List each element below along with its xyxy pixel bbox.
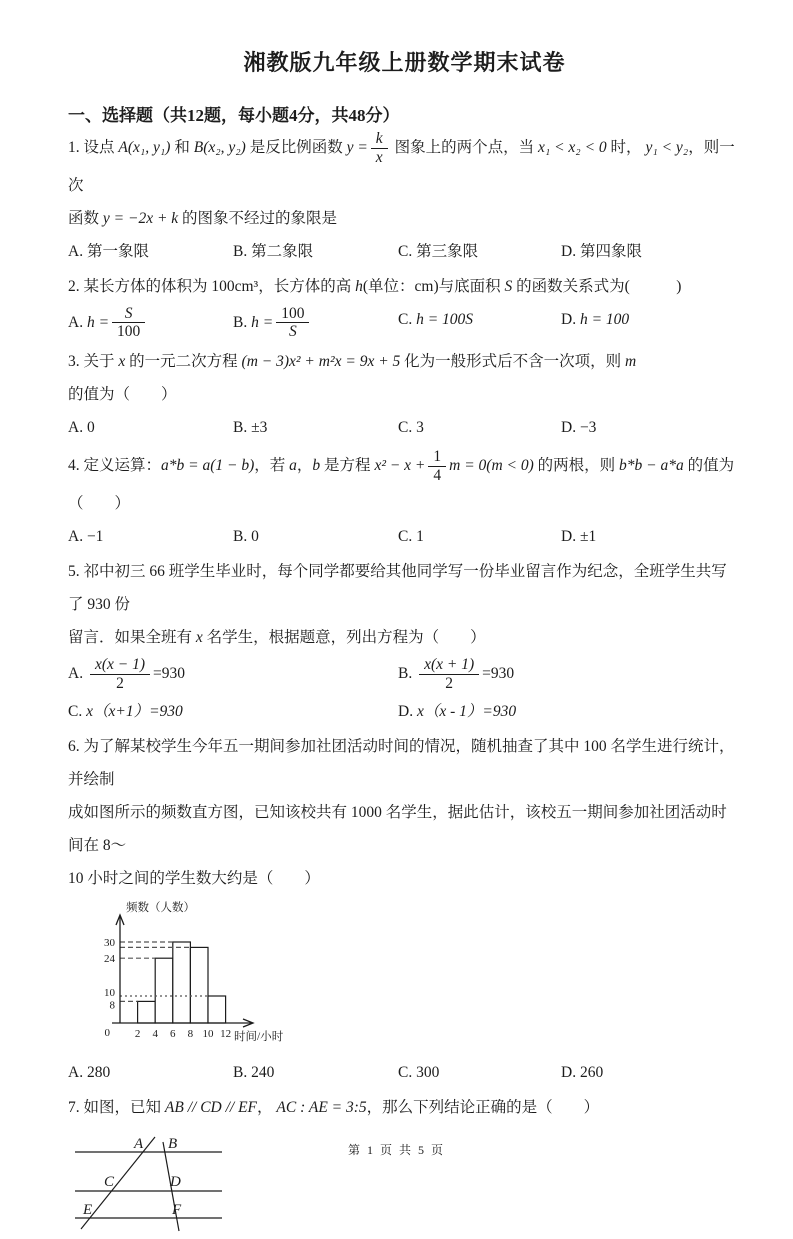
page-number: 第 1 页 共 5 页	[347, 1143, 445, 1157]
q4-var-b: b	[312, 457, 321, 475]
q2-option-b-numerator: 100	[276, 305, 309, 324]
q5-option-a-fraction	[90, 656, 150, 693]
q4-option-c: C. 1	[398, 527, 424, 545]
question-3-stem	[68, 345, 741, 411]
question-4-stem	[68, 446, 741, 520]
histogram-bar	[208, 996, 226, 1023]
q5-option-b-rhs: =930	[482, 664, 515, 682]
x-tick-label: 6	[170, 1027, 176, 1040]
q1-inequality-2: y₁ < y₂	[645, 138, 689, 156]
q4-equation-rhs: m = 0(m < 0)	[449, 457, 534, 475]
q3-var-x: x	[118, 353, 126, 371]
q3-text: 3. 关于	[68, 353, 119, 371]
q1-text: 是反比例函数	[245, 138, 347, 156]
exam-page	[0, 46, 793, 1218]
y-tick-label: 30	[104, 936, 115, 949]
q2-option-c-label: C.	[398, 310, 413, 328]
figure-label-d: D	[170, 1173, 181, 1190]
q2-option-c-math: h = 100S	[416, 310, 474, 328]
x-tick-label: 8	[187, 1027, 194, 1040]
x-tick-label: 10	[202, 1027, 214, 1040]
q5-text: 留言．如果全班有	[68, 628, 196, 646]
page-title: 湘教版九年级上册数学期末试卷	[243, 50, 566, 75]
q4-text: 是方程	[320, 457, 375, 475]
question-6-options	[68, 1056, 741, 1089]
q2-text: 2. 某长方体的体积为 100cm³，长方体的高	[68, 277, 356, 295]
q4-definition: a*b = a(1 − b)	[161, 457, 255, 475]
q5-option-a-numerator: x(x − 1)	[90, 656, 150, 675]
q6-option-b: B. 240	[233, 1063, 275, 1081]
q6-option-d: D. 260	[561, 1063, 604, 1081]
question-3-options	[68, 411, 741, 444]
question-7	[68, 1091, 741, 1239]
q6-option-a: A. 280	[68, 1063, 111, 1081]
question-5	[68, 555, 741, 728]
q5-option-d-label: D.	[398, 702, 414, 720]
q2-option-b-label: B.	[233, 313, 248, 331]
q3-var-m: m	[625, 353, 637, 371]
question-5-line-1: 5. 祁中初三 66 班学生毕业时，每个同学都要给其他同学写一份毕业留言作为纪念，全班学生共写了 930 份	[68, 562, 727, 613]
q1-option-b: B. 第二象限	[233, 242, 314, 260]
q5-option-b-label: B.	[398, 664, 413, 682]
question-1-line-1	[68, 128, 741, 202]
question-1	[68, 128, 741, 268]
figure-label-f: F	[172, 1201, 182, 1218]
q2-option-a-fraction	[112, 305, 145, 342]
question-6-line-1: 6. 为了解某校学生今年五一期间参加社团活动时间的情况，随机抽查了其中 100 名学生进行统计，并绘制	[68, 737, 735, 788]
q2-option-b	[233, 303, 398, 344]
q5-text: 名学生，根据题意，列出方程为（ ）	[202, 628, 486, 646]
q5-option-a-denominator: 2	[116, 674, 124, 692]
q1-text: 时，	[606, 138, 646, 156]
q2-option-d-label: D.	[561, 310, 577, 328]
q5-option-b-fraction	[419, 656, 479, 693]
q1-option-a: A. 第一象限	[68, 242, 149, 260]
q1-option-c: C. 第三象限	[398, 242, 479, 260]
y-tick-label: 24	[104, 952, 115, 965]
q2-option-d	[561, 303, 741, 344]
q7-text: 7. 如图，已知	[68, 1098, 165, 1116]
exam-content	[0, 46, 793, 1239]
figure-label-c: C	[104, 1173, 115, 1190]
q4-text: ，若	[254, 457, 290, 475]
q3-option-d: D. −3	[561, 419, 597, 437]
figure-label-e: E	[83, 1201, 93, 1218]
q4-fraction-numerator: 1	[428, 448, 446, 467]
q3-option-c: C. 3	[398, 419, 424, 437]
q1-point-a: A(x₁, y₁)	[118, 138, 171, 156]
q4-equation-lhs: x² − x +	[374, 457, 426, 475]
q7-text: ，那么下列结论正确的是（ ）	[366, 1098, 600, 1116]
q4-text: ，	[296, 457, 313, 475]
q4-option-b: B. 0	[233, 527, 259, 545]
q5-option-a	[68, 654, 398, 695]
q1-text: 的图象不经过的象限是	[178, 209, 338, 227]
q5-option-b-numerator: x(x + 1)	[419, 656, 479, 675]
y-tick-label: 10	[104, 986, 115, 999]
q3-text: 的一元二次方程	[125, 353, 242, 371]
q7-ratio-statement: AC : AE = 3:5	[276, 1098, 367, 1116]
q2-var-s: S	[504, 277, 513, 295]
q1-text: 和	[170, 138, 194, 156]
question-4	[68, 446, 741, 553]
histogram-bar	[190, 947, 208, 1023]
x-tick-label: 12	[220, 1027, 232, 1040]
q2-option-c	[398, 303, 561, 344]
histogram-bar	[173, 942, 191, 1023]
q1-point-b: B(x₂, y₂)	[193, 138, 246, 156]
q5-option-c-label: C.	[68, 702, 83, 720]
q3-text: 的值为（ ）	[68, 386, 177, 404]
q3-option-a: A. 0	[68, 419, 95, 437]
q1-fraction-numerator: k	[371, 130, 388, 149]
q5-option-d-math: x（x - 1）=930	[416, 702, 517, 720]
question-1-options	[68, 235, 741, 268]
q1-text: 图象上的两个点，当	[390, 138, 538, 156]
q4-var-a: a	[289, 457, 297, 475]
question-4-options	[68, 520, 741, 553]
q4-fraction-denominator: 4	[433, 467, 442, 485]
q2-option-a-label: A.	[68, 313, 84, 331]
q2-var-h: h	[355, 277, 363, 295]
histogram-bar	[138, 1001, 156, 1023]
q4-text: 的值为（ ）	[68, 457, 735, 512]
q7-parallel-statement: AB // CD // EF	[164, 1098, 258, 1116]
q2-option-d-math: h = 100	[579, 310, 630, 328]
q4-fraction	[428, 448, 446, 485]
q2-text: 的函数关系式为( )	[512, 277, 682, 295]
q5-option-d	[398, 695, 741, 728]
q5-option-a-rhs: =930	[153, 664, 185, 682]
q3-text: 化为一般形式后不含一次项，则	[400, 353, 626, 371]
question-3	[68, 345, 741, 444]
section-heading: 一、选择题（共12题，每小题4分，共48分）	[68, 106, 400, 125]
x-axis-title: 时间/小时	[234, 1030, 284, 1043]
q2-text: (单位：cm)与底面积	[362, 277, 505, 295]
question-5-options-row-1	[68, 654, 741, 695]
q5-var-x: x	[195, 628, 203, 646]
q2-option-a-denominator: 100	[117, 323, 141, 341]
q3-option-b: B. ±3	[233, 419, 268, 437]
q2-option-b-lhs: h =	[251, 313, 274, 331]
question-5-options-row-2	[68, 695, 741, 728]
q5-option-b	[398, 654, 741, 695]
q7-text: ，	[257, 1098, 277, 1116]
question-1-line-2	[68, 202, 741, 235]
histogram-bar	[155, 958, 173, 1023]
q1-text: ，则一次	[68, 138, 735, 194]
q1-fraction	[371, 130, 388, 167]
q1-inequality-1: x₁ < x₂ < 0	[537, 138, 607, 156]
y-axis-title: 频数（人数）	[126, 901, 195, 914]
x-tick-label: 2	[134, 1027, 141, 1040]
q1-text: 1. 设点	[68, 138, 119, 156]
x-tick-label: 4	[152, 1027, 158, 1040]
q2-option-a-lhs: h =	[86, 313, 110, 331]
figure-label-a: A	[134, 1135, 144, 1152]
question-2-options	[68, 303, 741, 344]
q4-text: 的两根，则	[533, 457, 620, 475]
q6-option-c: C. 300	[398, 1063, 440, 1081]
q5-option-a-label: A.	[68, 664, 84, 682]
q6-histogram	[82, 899, 741, 1056]
question-6	[68, 730, 741, 1089]
figure-label-b: B	[168, 1135, 178, 1152]
q5-option-c	[68, 695, 398, 728]
q2-option-a-numerator: S	[112, 305, 145, 324]
q1-fraction-lhs: y =	[346, 138, 368, 156]
q2-option-b-fraction	[276, 305, 309, 342]
q5-option-c-math: x（x+1）=930	[86, 702, 183, 720]
question-6-line-2: 成如图所示的频数直方图，已知该校共有 1000 名学生，据此估计，该校五一期间参加社团活动时间在 8～	[68, 803, 727, 854]
q4-expression: b*b − a*a	[619, 457, 684, 475]
q2-option-b-denominator: S	[288, 323, 297, 341]
histogram-svg	[82, 899, 342, 1051]
q5-option-b-denominator: 2	[445, 674, 453, 692]
y-tick-label: 8	[109, 998, 115, 1011]
question-5-line-2	[68, 621, 741, 654]
q1-linear-function: y = −2x + k	[102, 209, 179, 227]
q1-fraction-denominator: x	[375, 148, 383, 166]
origin-label: 0	[104, 1026, 110, 1039]
q4-option-d: D. ±1	[561, 527, 597, 545]
question-7-stem	[68, 1091, 741, 1124]
q4-text: 4. 定义运算：	[68, 457, 162, 475]
q1-text: 函数	[68, 209, 103, 227]
question-6-line-3: 10 小时之间的学生数大约是（ ）	[68, 869, 320, 887]
question-2-stem	[68, 270, 741, 303]
q2-option-a	[68, 303, 233, 344]
q3-equation: (m − 3)x² + m²x = 9x + 5	[241, 353, 401, 371]
q1-option-d: D. 第四象限	[561, 242, 642, 260]
q4-option-a: A. −1	[68, 527, 104, 545]
question-2	[68, 270, 741, 344]
